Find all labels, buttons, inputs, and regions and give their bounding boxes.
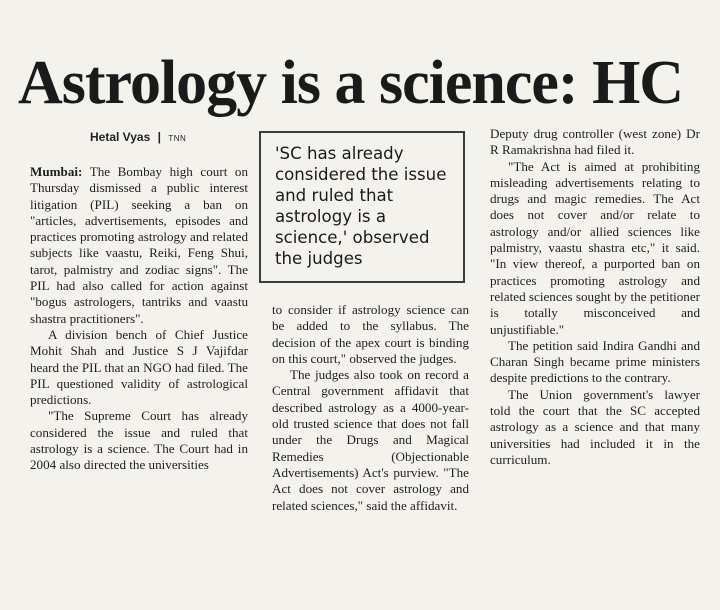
article-column-1: [30, 164, 248, 474]
paragraph: Deputy drug controller (west zone) Dr R Ramakrishna had filed it.: [490, 126, 700, 158]
byline-separator: |: [157, 130, 161, 144]
article-column-2: [272, 302, 469, 514]
paragraph-text: The Bombay high court on Thursday dismissed a public interest litigation (PIL) seeking a ban on "articles, advertisements, episodes and practices promoting astrology and related subjects like vaastu, Reiki, Feng Shui, tarot, palmistry and zodiac signs". The PIL had also called for action against "bogus astrologers, tantriks and vaastu shastra practitioners".: [30, 164, 248, 326]
article-column-3: [490, 126, 700, 468]
dateline: Mumbai:: [30, 164, 83, 179]
paragraph: The judges also took on record a Central government affidavit that described astrology as a 4000-year-old trusted science that does not fall under the Drugs and Magical Remedies (Objectionable Advertisements) Act's purview. "The Act does not cover astrology and related sciences," said the affidavit.: [272, 367, 469, 513]
pull-quote: 'SC has already considered the issue and ruled that astrology is a science,' observed the judges: [259, 131, 465, 283]
paragraph: to consider if astrology science can be added to the syllabus. The decision of the apex court is binding on this court," observed the judges.: [272, 302, 469, 366]
paragraph: [30, 164, 248, 327]
paragraph: A division bench of Chief Justice Mohit Shah and Justice S J Vajifdar heard the PIL that an NGO had filed. The PIL questioned validity of astrological predictions.: [30, 326, 248, 408]
paragraph: The Union government's lawyer told the court that the SC accepted astrology as a science and that many universities had included it in the curriculum.: [490, 386, 700, 467]
author-name: Hetal Vyas: [90, 130, 151, 144]
paragraph: The petition said Indira Gandhi and Charan Singh became prime ministers despite predictions to the contrary.: [490, 337, 700, 386]
headline: Astrology is a science: HC: [18, 49, 684, 117]
paragraph: "The Act is aimed at prohibiting misleading advertisements relating to drugs and magic remedies. The Act does not cover and/or relate to astrology and/or allied sciences like palmistry, vaastu shastra etc," it said. "In view thereof, a purported ban on practices promoting astrology and related sciences sought by the petitioner is totally misconceived and unjustifiable.": [490, 158, 700, 337]
news-agency: TNN: [168, 134, 187, 143]
paragraph: "The Supreme Court has already considered the issue and ruled that astrology is a science. The Court had in 2004 also directed the universities: [30, 408, 248, 473]
byline: [90, 130, 186, 144]
